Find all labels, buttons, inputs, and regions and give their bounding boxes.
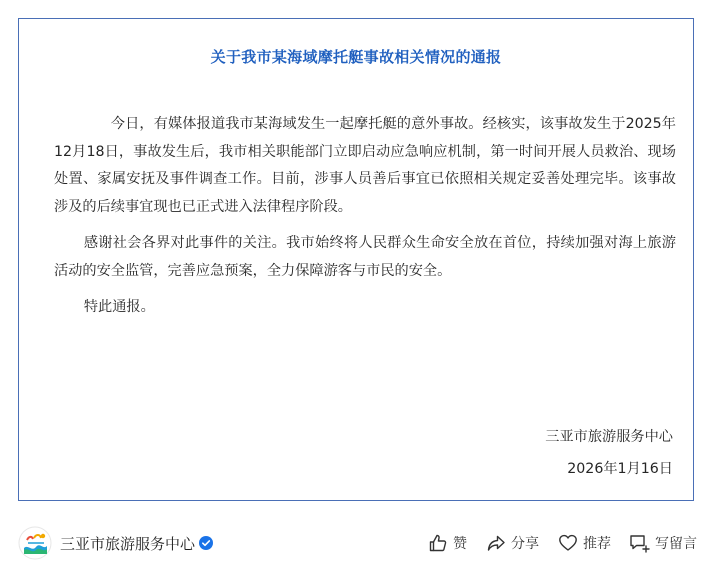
notice-paragraph-1: 今日，有媒体报道我市某海域发生一起摩托艇的意外事故。经核实，该事故发生于2025年12月18日，事故发生后，我市相关职能部门立即启动应急响应机制，第一时间开展人员救治、现场处置、家属安抚及事件调查工作。目前，涉事人员善后事宜已依照相关规定妥善处理完毕。该事故涉及的后续事宜现也已正式进入法律程序阶段。: [54, 116, 676, 215]
comment-icon: [629, 532, 651, 554]
article-actions: [409, 532, 697, 554]
heart-icon: [557, 532, 579, 554]
notice-title: 关于我市某海域摩托艇事故相关情况的通报: [210, 48, 502, 66]
thumbs-up-icon: [427, 532, 449, 554]
recommend-button[interactable]: [557, 532, 611, 554]
avatar-logo-icon: [18, 526, 52, 560]
article-footer-bar: [0, 520, 713, 568]
notice-date: 2026年1月16日: [567, 461, 673, 477]
notice-paragraph-2: 感谢社会各界对此事件的关注。我市始终将人民群众生命安全放在首位，持续加强对海上旅游活动的安全监管，完善应急预案，全力保障游客与市民的安全。: [54, 235, 676, 279]
verified-badge-icon: [199, 536, 213, 550]
recommend-label: 推荐: [583, 536, 611, 552]
like-label: 赞: [453, 536, 467, 552]
notice-signature: 三亚市旅游服务中心: [545, 429, 673, 445]
notice-paragraph-3: 特此通报。: [83, 299, 155, 315]
like-button[interactable]: [427, 532, 467, 554]
comment-button[interactable]: [629, 532, 697, 554]
avatar[interactable]: [18, 526, 52, 560]
share-button[interactable]: [485, 532, 539, 554]
comment-label: 写留言: [655, 536, 697, 552]
notice-card: [18, 18, 694, 501]
share-label: 分享: [511, 536, 539, 552]
account-name[interactable]: 三亚市旅游服务中心: [60, 534, 196, 553]
account-info[interactable]: [18, 526, 213, 560]
share-arrow-icon: [485, 532, 507, 554]
notice-body: [54, 111, 676, 331]
